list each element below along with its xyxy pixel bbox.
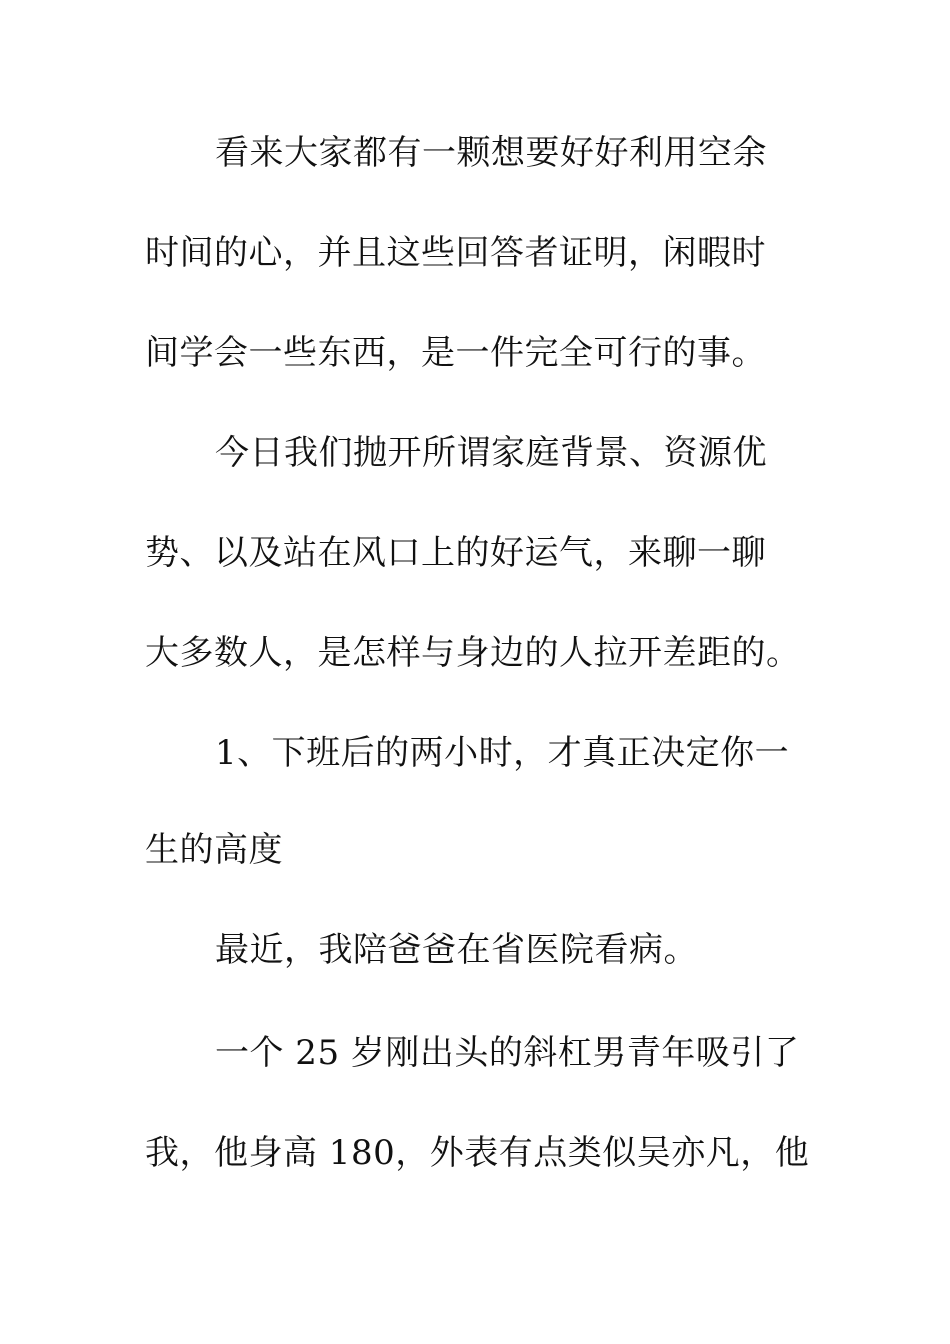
paragraph-line: 大多数人，是怎样与身边的人拉开差距的。 <box>145 633 801 673</box>
paragraph-line: 最近，我陪爸爸在省医院看病。 <box>215 930 698 970</box>
paragraph-line: 看来大家都有一颗想要好好利用空余 <box>215 133 767 173</box>
section-heading-line: 1、下班后的两小时，才真正决定你一 <box>215 733 790 773</box>
section-heading-line: 生的高度 <box>145 830 283 870</box>
paragraph-line: 今日我们抛开所谓家庭背景、资源优 <box>215 433 767 473</box>
paragraph-line: 间学会一些东西，是一件完全可行的事。 <box>145 333 766 373</box>
paragraph-line: 一个 25 岁刚出头的斜杠男青年吸引了 <box>215 1033 800 1073</box>
paragraph-line: 时间的心，并且这些回答者证明，闲暇时 <box>145 233 766 273</box>
paragraph-line: 势、以及站在风口上的好运气，来聊一聊 <box>145 533 766 573</box>
paragraph-line: 我，他身高 180，外表有点类似吴亦凡，他 <box>145 1133 810 1173</box>
